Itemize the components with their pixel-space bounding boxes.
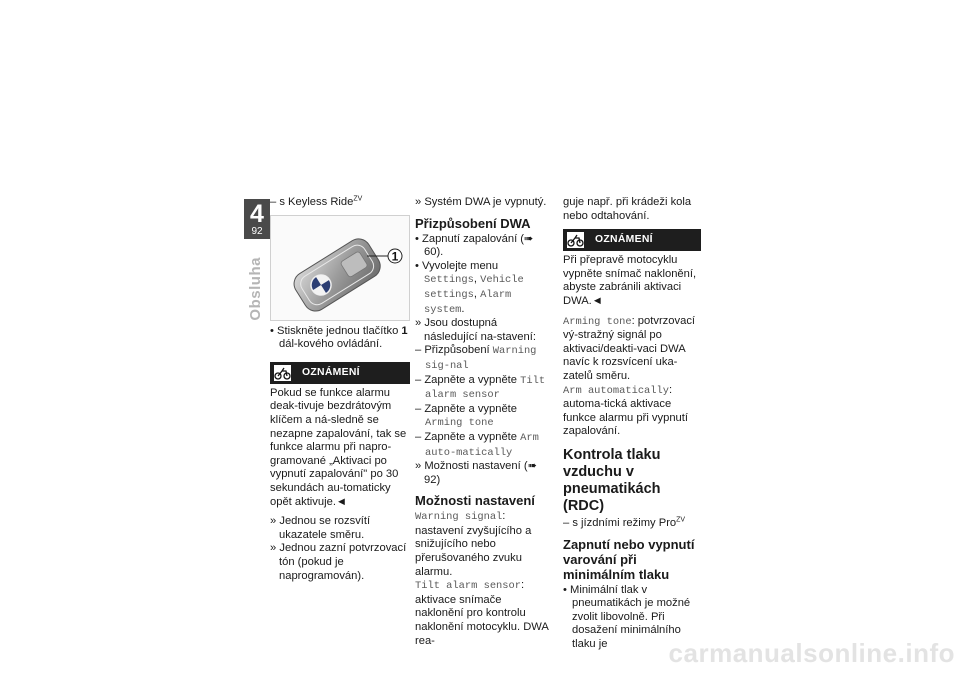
list-text: .	[461, 302, 465, 315]
page-number: 92	[251, 226, 263, 237]
result-text: Možnosti nastavení (➠ 92)	[424, 460, 537, 486]
result-item: » Možnosti nastavení (➠ 92)	[415, 460, 537, 486]
dash-text: Zapněte a vypněte	[424, 402, 518, 415]
result-text: Systém DWA je vypnutý.	[424, 196, 547, 208]
notice-text: Pokud se funkce alarmu deak-tivuje bezdrátovým klíčem a ná-sledně se nezapne zapalování, tak se funkce alarmu při napro-gramované „Aktivaci po vypnutí zapalování" po 30 sekundách au-tomaticky opět aktivuje.◄	[270, 386, 407, 508]
paragraph	[563, 315, 701, 384]
list-text: Zapnutí zapalování (➠ 60).	[422, 232, 534, 259]
menu-path: Settings	[424, 274, 474, 287]
list-text: Stiskněte jednou tlačítko	[277, 324, 402, 337]
paragraph-text: : aktivace snímače naklonění pro kontrolu naklonění motocyklu. DWA rea-	[415, 579, 549, 647]
menu-entry: Arming tone	[425, 417, 494, 430]
option-superscript: ZV	[676, 516, 686, 524]
paragraph-text: : automa-tická aktivace funkce alarmu při vypnutí zapalování.	[563, 383, 688, 438]
menu-entry: Tilt alarm sensor	[425, 374, 546, 402]
option-superscript: ZV	[353, 195, 363, 203]
dash-item: – s Keyless Ride$^{ZV}$	[270, 195, 363, 208]
menu-entry: Warning sig-nal	[425, 345, 537, 372]
menu-entry: Warning signal	[415, 511, 503, 524]
dash-text: Zapněte a vypněte	[424, 430, 521, 443]
result-text: Jednou zazní potvrzovací tón (pokud je naprogramován).	[279, 542, 407, 582]
result-item: » Jednou se rozsvítí ukazatele směru.	[270, 515, 371, 541]
paragraph	[563, 384, 701, 439]
list-text: ,	[473, 273, 481, 286]
menu-entry: Arm auto-matically	[425, 431, 539, 459]
menu-path: Alarm system	[424, 288, 512, 316]
dash-item: – Zapněte a vypněte Arm auto-matically	[415, 430, 539, 459]
result-text: Jednou se rozsvítí ukazatele směru.	[279, 515, 371, 541]
column-2	[415, 196, 550, 648]
result-item: » Jsou dostupná následující na-stavení:	[415, 317, 536, 343]
motorcycle-notice-icon	[274, 365, 291, 381]
column-1	[270, 196, 410, 583]
watermark: carmanualsonline.info	[668, 638, 955, 668]
section-heading: Možnosti nastavení	[415, 493, 535, 509]
paragraph-text: : potvrzovací vý-stražný signál po aktivaci/deakti-vaci DWA navíc k rozsvícení uka-zatelů směru.	[563, 314, 696, 382]
notice-label: OZNÁMENÍ	[595, 234, 653, 246]
dash-item: – Přizpůsobení Warning sig-nal	[415, 344, 537, 372]
list-text: Vyvolejte menu	[422, 259, 499, 272]
menu-entry: Arming tone	[563, 315, 632, 328]
dash-item: – Zapněte a vypněte Arming tone	[415, 402, 518, 430]
paragraph-continuation: guje např. při krádeži kola nebo odtahování.	[563, 196, 692, 222]
dash-text: s Keyless Ride	[279, 196, 354, 208]
column-3	[563, 196, 701, 651]
menu-entry: Tilt alarm sensor	[415, 580, 522, 593]
paragraph	[415, 579, 550, 648]
chapter-heading: Kontrola tlaku vzduchu v pneumatikách (RDC)	[563, 446, 661, 514]
motorcycle-notice-icon	[567, 232, 584, 248]
chapter-number: 4	[250, 200, 264, 228]
notice-banner	[270, 362, 410, 384]
menu-path: Vehicle settings	[424, 274, 524, 301]
dash-text: s jízdními režimy Pro	[572, 516, 677, 529]
list-item: • Zapnutí zapalování (➠ 60).	[415, 232, 534, 259]
dash-text: Zapněte a vypněte	[424, 373, 521, 386]
chapter-side-title: Obsluha	[247, 257, 265, 321]
dash-item: – Zapněte a vypněte Tilt alarm sensor	[415, 373, 546, 402]
list-text: dál-kového ovládání.	[279, 338, 383, 351]
result-item: » Systém DWA je vypnutý.	[415, 196, 547, 208]
paragraph-text: : nastavení zvyšujícího a snižujícího nebo přerušovaného zvuku alarmu.	[415, 510, 532, 578]
section-heading: Přizpůsobení DWA	[415, 215, 531, 231]
dash-item: – s jízdními režimy Pro$^{ZV}$	[563, 516, 686, 529]
notice-banner	[563, 229, 701, 251]
chapter-tab	[244, 199, 270, 239]
key-fob-figure	[270, 215, 410, 321]
notice-label: OZNÁMENÍ	[302, 366, 360, 378]
list-item: • Vyvolejte menu Settings, Vehicle settings, Alarm system.	[415, 259, 524, 316]
list-item: • Minimální tlak v pneumatikách je možné zvolit libovolně. Při dosažení minimálního tlaku je	[563, 583, 691, 650]
notice-text: Při přepravě motocyklu vypněte snímač naklonění, abyste zabránili aktivaci DWA.◄	[563, 254, 697, 307]
list-text: ,	[473, 287, 481, 300]
paragraph	[415, 510, 550, 579]
callout-ref: 1	[401, 324, 408, 337]
list-item: • Stiskněte jednou tlačítko 1 dál-kového ovládání.	[270, 324, 408, 351]
dash-text: Přizpůsobení	[424, 344, 493, 357]
figure-callout: 1	[391, 249, 399, 264]
list-text: Minimální tlak v pneumatikách je možné zvolit libovolně. Při dosažení minimálního tlaku je	[570, 583, 691, 650]
key-fob-illustration	[271, 216, 409, 320]
menu-entry: Arm automatically	[563, 384, 670, 397]
result-text: Jsou dostupná následující na-stavení:	[424, 317, 536, 343]
result-item: » Jednou zazní potvrzovací tón (pokud je naprogramován).	[270, 542, 407, 582]
section-heading: Zapnutí nebo vypnutí varování při minimálním tlaku	[563, 536, 695, 582]
